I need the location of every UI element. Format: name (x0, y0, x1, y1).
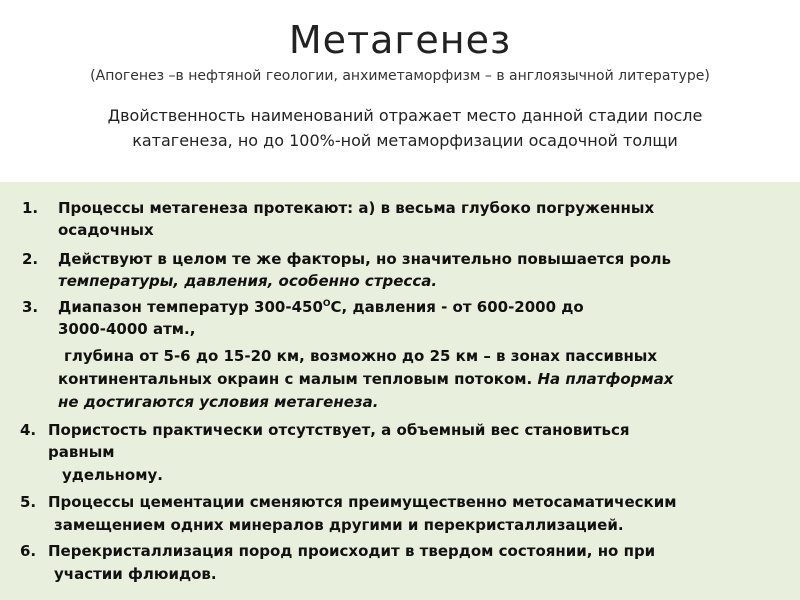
list-item-2-number: 2. (22, 250, 39, 268)
list-item-2-line-1: Действуют в целом те же факторы, но значительно повышается роль (58, 250, 672, 268)
list-item-4-line-2: равным (48, 443, 115, 461)
degree-sup: О (322, 299, 331, 309)
list-item-5-line-1: Процессы цементации сменяются преимущественно метосаматическим (48, 493, 677, 511)
intro-line-2: катагенеза, но до 100%-ной метаморфизации осадочной толщи (132, 131, 678, 150)
slide-subtitle: (Апогенез –в нефтяной геологии, анхиметаморфизм – в англоязычной литературе) (90, 68, 710, 84)
list-item-6-line-2: участии флюидов. (54, 565, 217, 583)
list-item-3-line-5: не достигаются условия метагенеза. (58, 393, 379, 411)
intro-text (60, 103, 750, 153)
intro-line-1: Двойственность наименований отражает место данной стадии после (107, 106, 703, 125)
list-item-1-line-1: Процессы метагенеза протекают: а) в весьма глубоко погруженных (58, 199, 655, 217)
list-item-1-line-2: осадочных (58, 221, 154, 239)
list-item-6-number: 6. (20, 542, 37, 560)
list-item-3-line-3: глубина от 5-6 до 15-20 км, возможно до 25 км – в зонах пассивных (64, 347, 658, 365)
list-item-5-number: 5. (20, 493, 37, 511)
slide-title: Метагенез (288, 18, 512, 62)
list-item-6-line-1: Перекристаллизация пород происходит в твердом состоянии, но при (48, 542, 656, 560)
list-item-3-line-1-b: С, давления - от 600-2000 до (330, 298, 584, 316)
list-item-4-line-3: удельному. (62, 466, 163, 484)
list-item-3-line-1-a: Диапазон температур 300-450 (58, 298, 323, 316)
list-item-3-number: 3. (22, 298, 39, 316)
list-item-3-line-1 (58, 296, 584, 318)
list-item-3-line-4-a: континентальных окраин с малым тепловым потоком. (58, 370, 538, 388)
list-item-4-number: 4. (20, 421, 37, 439)
list-item-5-line-2: замещением одних минералов другими и перекристаллизацией. (54, 516, 624, 534)
list-item-3-line-4-b: На платформах (537, 370, 674, 388)
list-item-1-number: 1. (22, 199, 39, 217)
list-item-2-line-2: температуры, давления, особенно стресса. (58, 272, 438, 290)
list-item-3-line-4 (58, 368, 674, 390)
list-item-3-line-2: 3000-4000 атм., (58, 320, 196, 338)
list-item-4-line-1: Пористость практически отсутствует, а объемный вес становиться (48, 421, 630, 439)
